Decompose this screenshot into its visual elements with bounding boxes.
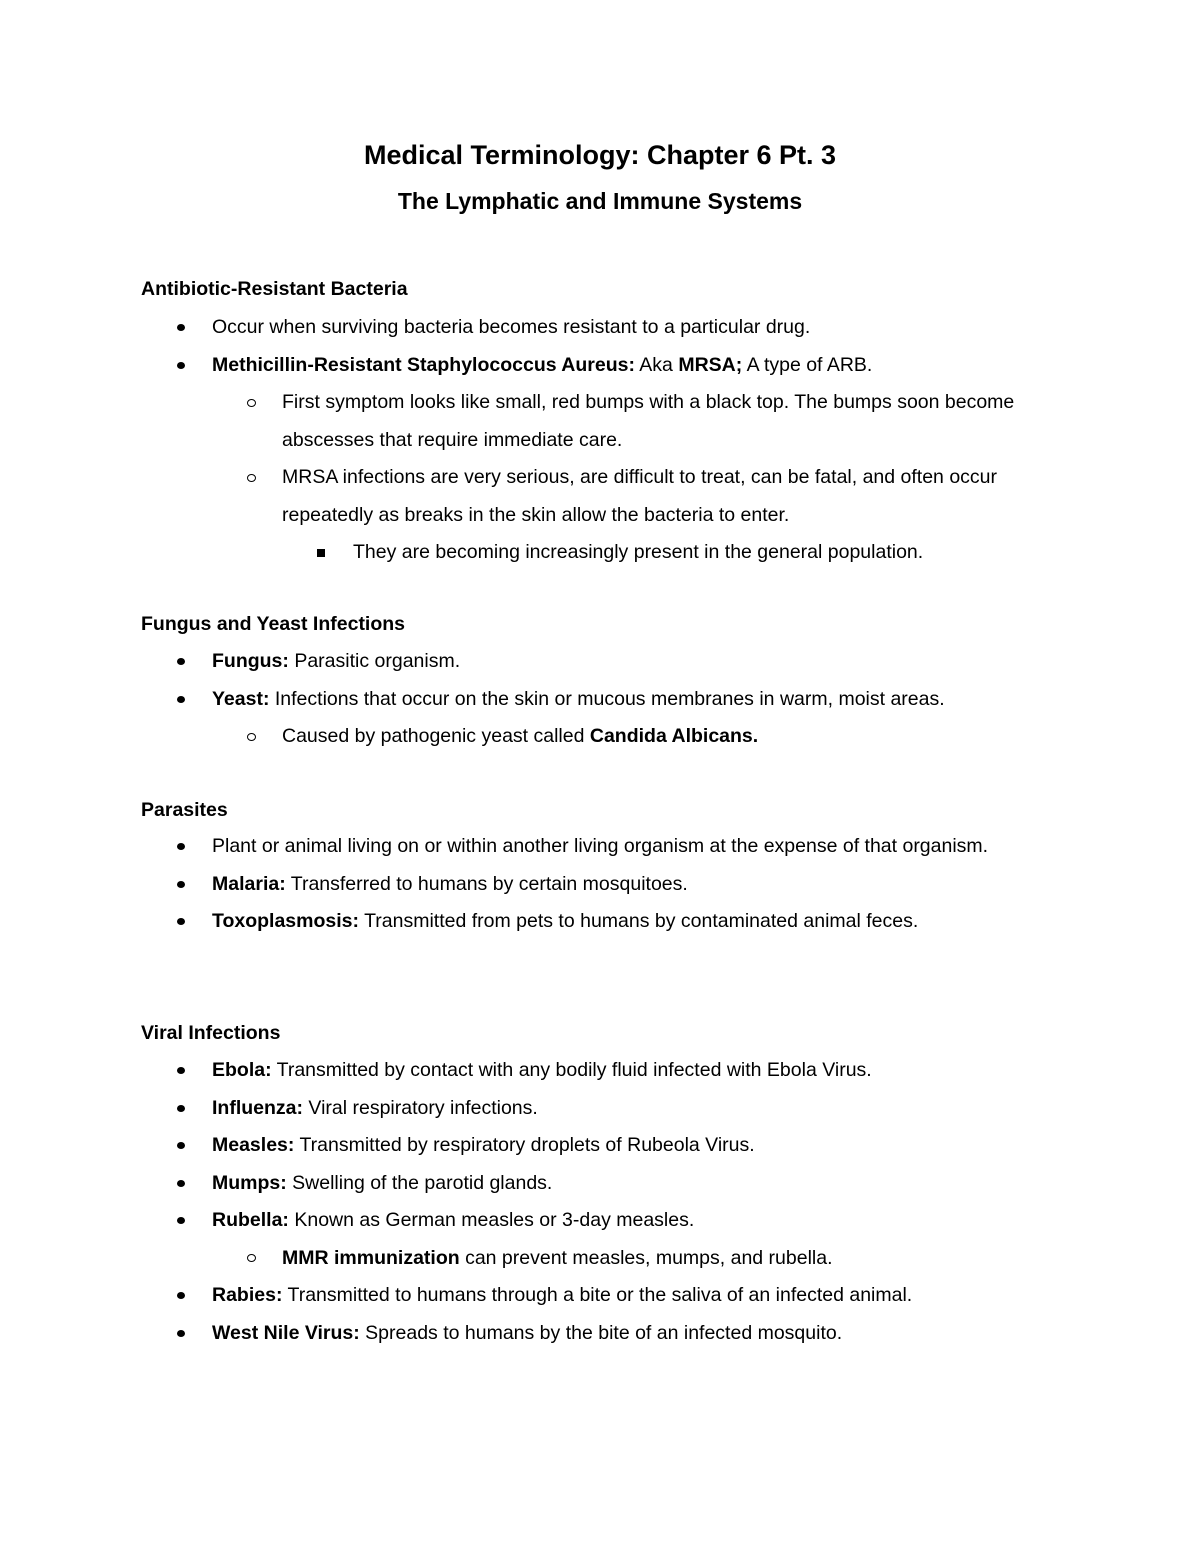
term-label: Toxoplasmosis:: [212, 910, 360, 932]
list-item: [0, 1052, 1200, 1090]
disc-bullet-icon: [177, 1090, 185, 1128]
list-item: [0, 1202, 1200, 1240]
disc-bullet-icon: [177, 1202, 185, 1240]
disc-bullet-icon: [177, 309, 185, 347]
item-text: Plant or animal living on or within another living organism at the expense of that organism.: [212, 835, 989, 857]
page-title: Medical Terminology: Chapter 6 Pt. 3: [363, 140, 837, 170]
list-item: [0, 1090, 1200, 1128]
item-text: Transmitted by respiratory droplets of Rubeola Virus.: [294, 1134, 755, 1156]
circle-bullet-icon: [247, 384, 256, 422]
item-text: Viral respiratory infections.: [303, 1096, 538, 1119]
list-item: [0, 681, 1200, 719]
item-text: Transmitted to humans through a bite or the saliva of an infected animal.: [282, 1284, 913, 1306]
list-item: [0, 1240, 1200, 1278]
section-list-viral-infections: [0, 1052, 1200, 1352]
term-label: MMR immunization: [282, 1246, 460, 1269]
list-item: [0, 1315, 1200, 1353]
disc-bullet-icon: [177, 1127, 185, 1165]
page-subtitle: The Lymphatic and Immune Systems: [397, 188, 803, 214]
list-item: [0, 309, 1200, 347]
term-label: Malaria:: [212, 872, 286, 895]
term-label: Ebola:: [212, 1059, 272, 1081]
term-label: Rabies:: [212, 1284, 283, 1306]
item-text: Caused by pathogenic yeast called: [282, 725, 590, 747]
list-item: [0, 1127, 1200, 1165]
item-text: First symptom looks like small, red bumps with a black top. The bumps soon become abscesses that require immediate care.: [282, 391, 1015, 451]
section-heading-antibiotic-resistant-bacteria: Antibiotic-Resistant Bacteria: [141, 278, 408, 300]
list-item: [0, 459, 1200, 534]
disc-bullet-icon: [177, 347, 185, 385]
term-label: Yeast:: [212, 687, 270, 710]
section-list-antibiotic-resistant-bacteria: [0, 309, 1200, 572]
term-label: Methicillin-Resistant Staphylococcus Aureus:: [212, 353, 635, 376]
term-label: Candida Albicans.: [589, 725, 759, 747]
section-list-parasites: [0, 828, 1200, 941]
list-item: [0, 347, 1200, 385]
square-bullet-icon: [317, 534, 325, 572]
term-label: Measles:: [212, 1134, 295, 1156]
list-item: [0, 903, 1200, 941]
item-text: Transmitted from pets to humans by contaminated animal feces.: [359, 910, 919, 932]
disc-bullet-icon: [177, 866, 185, 904]
disc-bullet-icon: [177, 903, 185, 941]
circle-bullet-icon: [247, 1240, 256, 1278]
disc-bullet-icon: [177, 1052, 185, 1090]
circle-bullet-icon: [247, 459, 256, 497]
item-text: They are becoming increasingly present in the general population.: [353, 541, 924, 563]
item-text: Parasitic organism.: [288, 650, 461, 672]
disc-bullet-icon: [177, 1277, 185, 1315]
item-text: Swelling of the parotid glands.: [286, 1171, 553, 1194]
term-label: Fungus:: [212, 650, 289, 672]
item-text: can prevent measles, mumps, and rubella.: [459, 1246, 833, 1269]
item-text: Occur when surviving bacteria becomes resistant to a particular drug.: [212, 316, 811, 338]
section-heading-viral-infections: Viral Infections: [141, 1022, 281, 1044]
term-label: Influenza:: [212, 1096, 303, 1119]
item-text: Spreads to humans by the bite of an infected mosquito.: [359, 1321, 843, 1344]
section-heading-parasites: Parasites: [141, 799, 228, 821]
list-item: [0, 384, 1200, 459]
disc-bullet-icon: [177, 643, 185, 681]
item-text: Known as German measles or 3-day measles.: [288, 1209, 695, 1231]
list-item: [0, 534, 1200, 572]
list-item: [0, 1277, 1200, 1315]
term-label: West Nile Virus:: [212, 1321, 360, 1344]
item-text: Transferred to humans by certain mosquitoes.: [285, 872, 688, 895]
item-text: A type of ARB.: [742, 353, 873, 376]
item-text: Infections that occur on the skin or mucous membranes in warm, moist areas.: [269, 687, 945, 710]
term-label: MRSA;: [678, 353, 743, 376]
disc-bullet-icon: [177, 681, 185, 719]
disc-bullet-icon: [177, 1315, 185, 1353]
list-item: [0, 866, 1200, 904]
item-text: Aka: [634, 353, 679, 376]
section-list-fungus-and-yeast: [0, 643, 1200, 756]
list-item: [0, 1165, 1200, 1203]
term-label: Mumps:: [212, 1171, 287, 1194]
disc-bullet-icon: [177, 828, 185, 866]
section-heading-fungus-and-yeast: Fungus and Yeast Infections: [141, 613, 406, 635]
list-item: [0, 828, 1200, 866]
circle-bullet-icon: [247, 718, 256, 756]
list-item: [0, 643, 1200, 681]
item-text: Transmitted by contact with any bodily fluid infected with Ebola Virus.: [271, 1059, 872, 1081]
list-item: [0, 718, 1200, 756]
disc-bullet-icon: [177, 1165, 185, 1203]
item-text: MRSA infections are very serious, are difficult to treat, can be fatal, and often occur repeatedly as breaks in the skin allow the bacteria to enter.: [282, 466, 998, 526]
term-label: Rubella:: [212, 1209, 289, 1231]
